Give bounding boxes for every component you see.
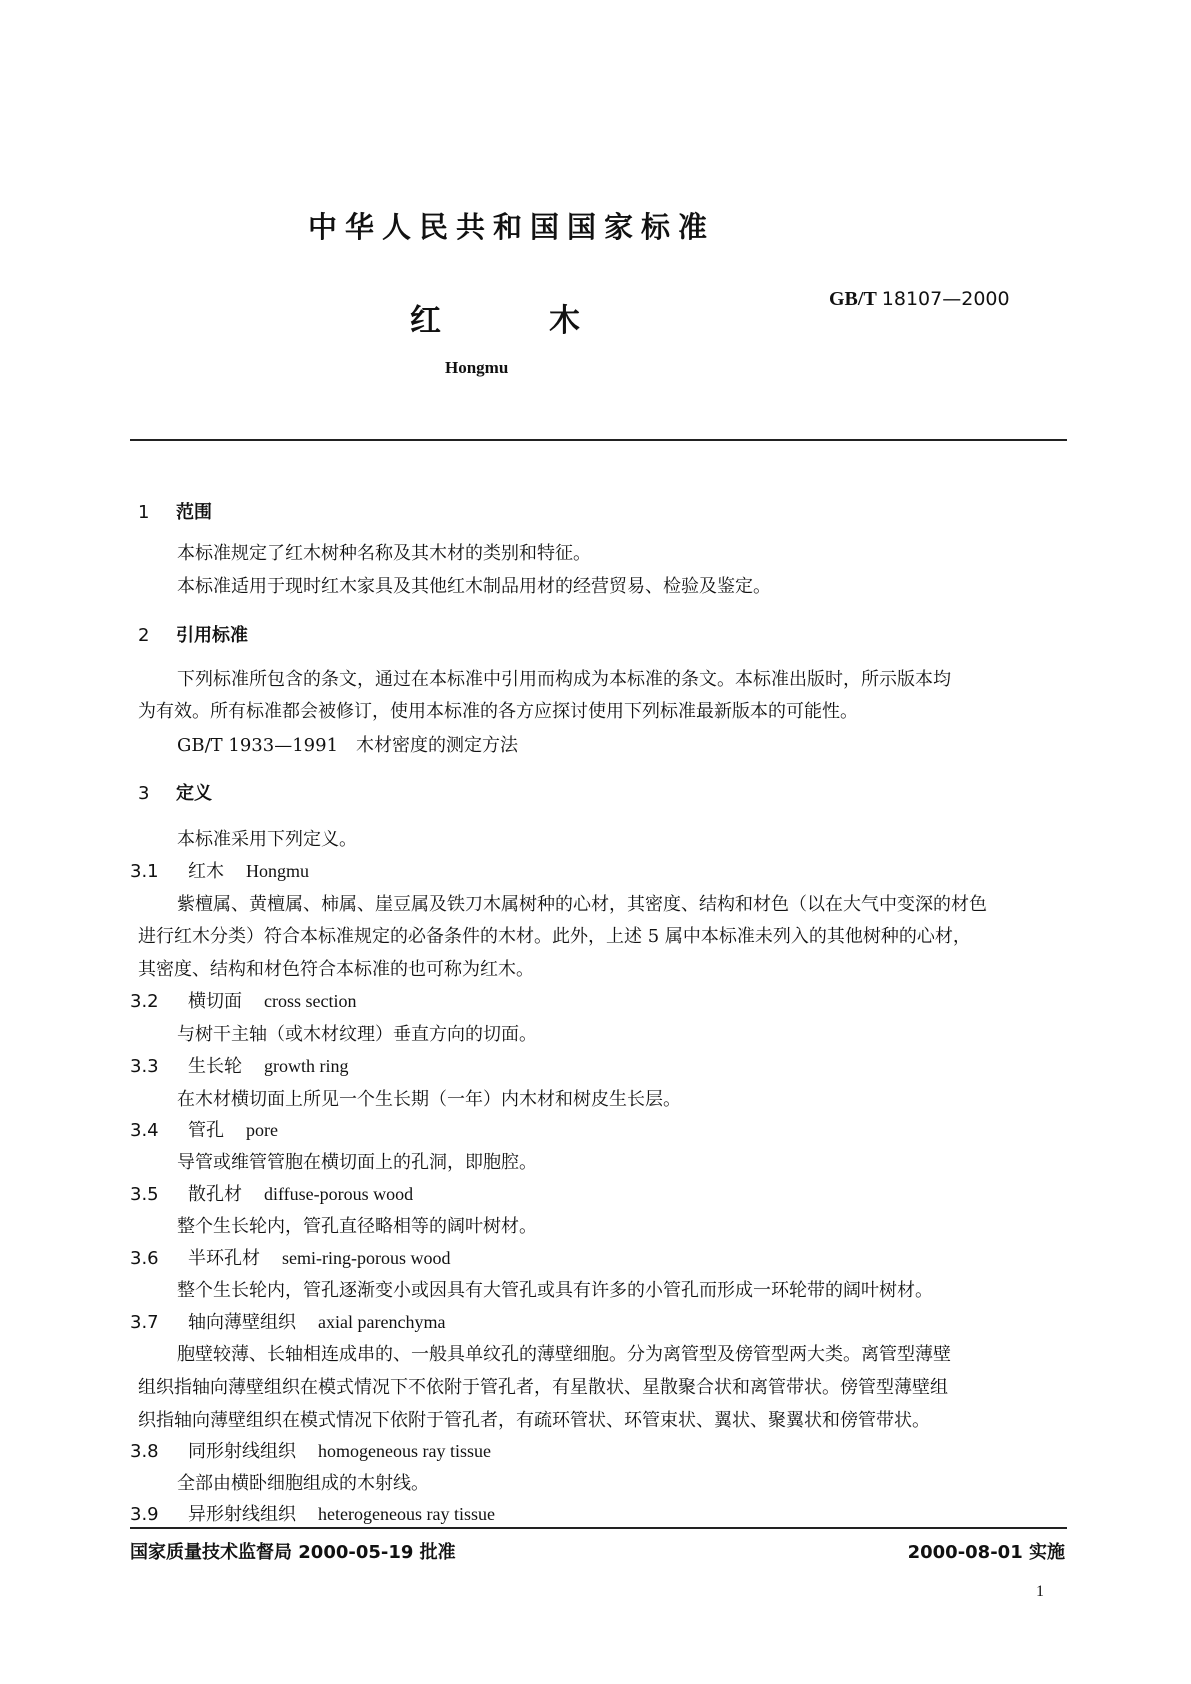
- term-zh: 管孔: [188, 1120, 224, 1141]
- header-divider: [130, 439, 1067, 441]
- term-zh: 散孔材: [188, 1184, 242, 1205]
- term-number: 3.7: [130, 1312, 159, 1333]
- document-title-cn: [410, 295, 580, 340]
- footer-divider: [130, 1527, 1067, 1529]
- term-zh: 生长轮: [188, 1056, 242, 1077]
- title-char-2: 木: [549, 303, 580, 339]
- section-3-heading: [138, 779, 212, 805]
- term-3-2: [130, 987, 356, 1013]
- term-en: diffuse-porous wood: [264, 1184, 414, 1204]
- term-3-8-def: 全部由横卧细胞组成的木射线。: [177, 1473, 429, 1494]
- term-en: pore: [246, 1120, 278, 1140]
- term-en: heterogeneous ray tissue: [318, 1504, 495, 1524]
- term-3-2-def: 与树干主轴（或木材纹理）垂直方向的切面。: [177, 1024, 537, 1045]
- standard-number: [829, 288, 1010, 311]
- term-number: 3.1: [130, 861, 159, 882]
- term-3-4: [130, 1116, 278, 1142]
- section-2-paragraph-line-2: 为有效。所有标准都会被修订，使用本标准的各方应探讨使用下列标准最新版本的可能性。: [138, 701, 858, 722]
- section-1-paragraph-2: 本标准适用于现时红木家具及其他红木制品用材的经营贸易、检验及鉴定。: [177, 576, 771, 597]
- term-3-6: [130, 1244, 450, 1270]
- section-3-title: 定义: [176, 783, 212, 804]
- national-standard-heading: 中华人民共和国国家标准: [307, 210, 715, 244]
- term-3-5: [130, 1180, 413, 1206]
- term-number: 3.9: [130, 1504, 159, 1525]
- section-2-paragraph-line-1: 下列标准所包含的条文，通过在本标准中引用而构成为本标准的条文。本标准出版时，所示版本均: [177, 669, 951, 690]
- term-number: 3.2: [130, 991, 159, 1012]
- document-title-en: Hongmu: [445, 358, 509, 377]
- section-1-paragraph-1: 本标准规定了红木树种名称及其木材的类别和特征。: [177, 543, 591, 564]
- term-en: semi-ring-porous wood: [282, 1248, 451, 1268]
- term-en: homogeneous ray tissue: [318, 1441, 491, 1461]
- standard-prefix: GB/T: [829, 288, 877, 310]
- page-number: 1: [1036, 1583, 1044, 1600]
- section-1-number: 1: [138, 502, 150, 523]
- term-3-1-def-line-1: 紫檀属、黄檀属、柿属、崖豆属及铁刀木属树种的心材，其密度、结构和材色（以在大气中变深的材色: [177, 894, 987, 915]
- effective-date-line: 2000-08-01 实施: [907, 1542, 1065, 1563]
- approval-line: 国家质量技术监督局 2000-05-19 批准: [130, 1542, 456, 1563]
- term-3-7-def-line-1: 胞壁较薄、长轴相连成串的、一般具单纹孔的薄壁细胞。分为离管型及傍管型两大类。离管型薄壁: [177, 1344, 951, 1365]
- term-3-5-def: 整个生长轮内，管孔直径略相等的阔叶树材。: [177, 1216, 537, 1237]
- section-2-title: 引用标准: [176, 625, 248, 646]
- term-zh: 横切面: [188, 991, 242, 1012]
- section-3-intro: 本标准采用下列定义。: [177, 829, 357, 850]
- term-number: 3.8: [130, 1441, 159, 1462]
- term-number: 3.4: [130, 1120, 159, 1141]
- term-3-1-def-line-2: 进行红木分类）符合本标准规定的必备条件的木材。此外，上述 5 属中本标准未列入的其他树种的心材，: [138, 926, 971, 947]
- title-char-1: 红: [410, 303, 441, 339]
- term-3-1-def-line-3: 其密度、结构和材色符合本标准的也可称为红木。: [138, 959, 534, 980]
- section-2-number: 2: [138, 625, 150, 646]
- term-en: growth ring: [264, 1056, 349, 1076]
- section-2-heading: [138, 621, 248, 647]
- term-zh: 半环孔材: [188, 1248, 260, 1269]
- term-en: Hongmu: [246, 861, 309, 881]
- term-3-3-def: 在木材横切面上所见一个生长期（一年）内木材和树皮生长层。: [177, 1089, 681, 1110]
- term-zh: 同形射线组织: [188, 1441, 296, 1462]
- section-1-heading: [138, 498, 212, 524]
- term-number: 3.5: [130, 1184, 159, 1205]
- term-3-6-def: 整个生长轮内，管孔逐渐变小或因具有大管孔或具有许多的小管孔而形成一环轮带的阔叶树材。: [177, 1280, 933, 1301]
- term-3-3: [130, 1052, 349, 1078]
- term-3-7: [130, 1308, 445, 1334]
- term-3-9: [130, 1500, 495, 1526]
- term-3-1: [130, 857, 309, 883]
- term-zh: 红木: [188, 861, 224, 882]
- section-3-number: 3: [138, 783, 150, 804]
- term-zh: 异形射线组织: [188, 1504, 296, 1525]
- term-3-7-def-line-3: 织指轴向薄壁组织在模式情况下依附于管孔者，有疏环管状、环管束状、翼状、聚翼状和傍管带状。: [138, 1410, 930, 1431]
- term-number: 3.6: [130, 1248, 159, 1269]
- reference-standard: GB/T 1933—1991 木材密度的测定方法: [177, 735, 519, 756]
- term-zh: 轴向薄壁组织: [188, 1312, 296, 1333]
- term-en: axial parenchyma: [318, 1312, 446, 1332]
- term-3-8: [130, 1437, 491, 1463]
- standard-code: 18107—2000: [881, 288, 1010, 310]
- term-en: cross section: [264, 991, 357, 1011]
- term-number: 3.3: [130, 1056, 159, 1077]
- section-1-title: 范围: [176, 502, 212, 523]
- term-3-7-def-line-2: 组织指轴向薄壁组织在模式情况下不依附于管孔者，有星散状、星散聚合状和离管带状。傍管型薄壁组: [138, 1377, 948, 1398]
- term-3-4-def: 导管或维管管胞在横切面上的孔洞，即胞腔。: [177, 1152, 537, 1173]
